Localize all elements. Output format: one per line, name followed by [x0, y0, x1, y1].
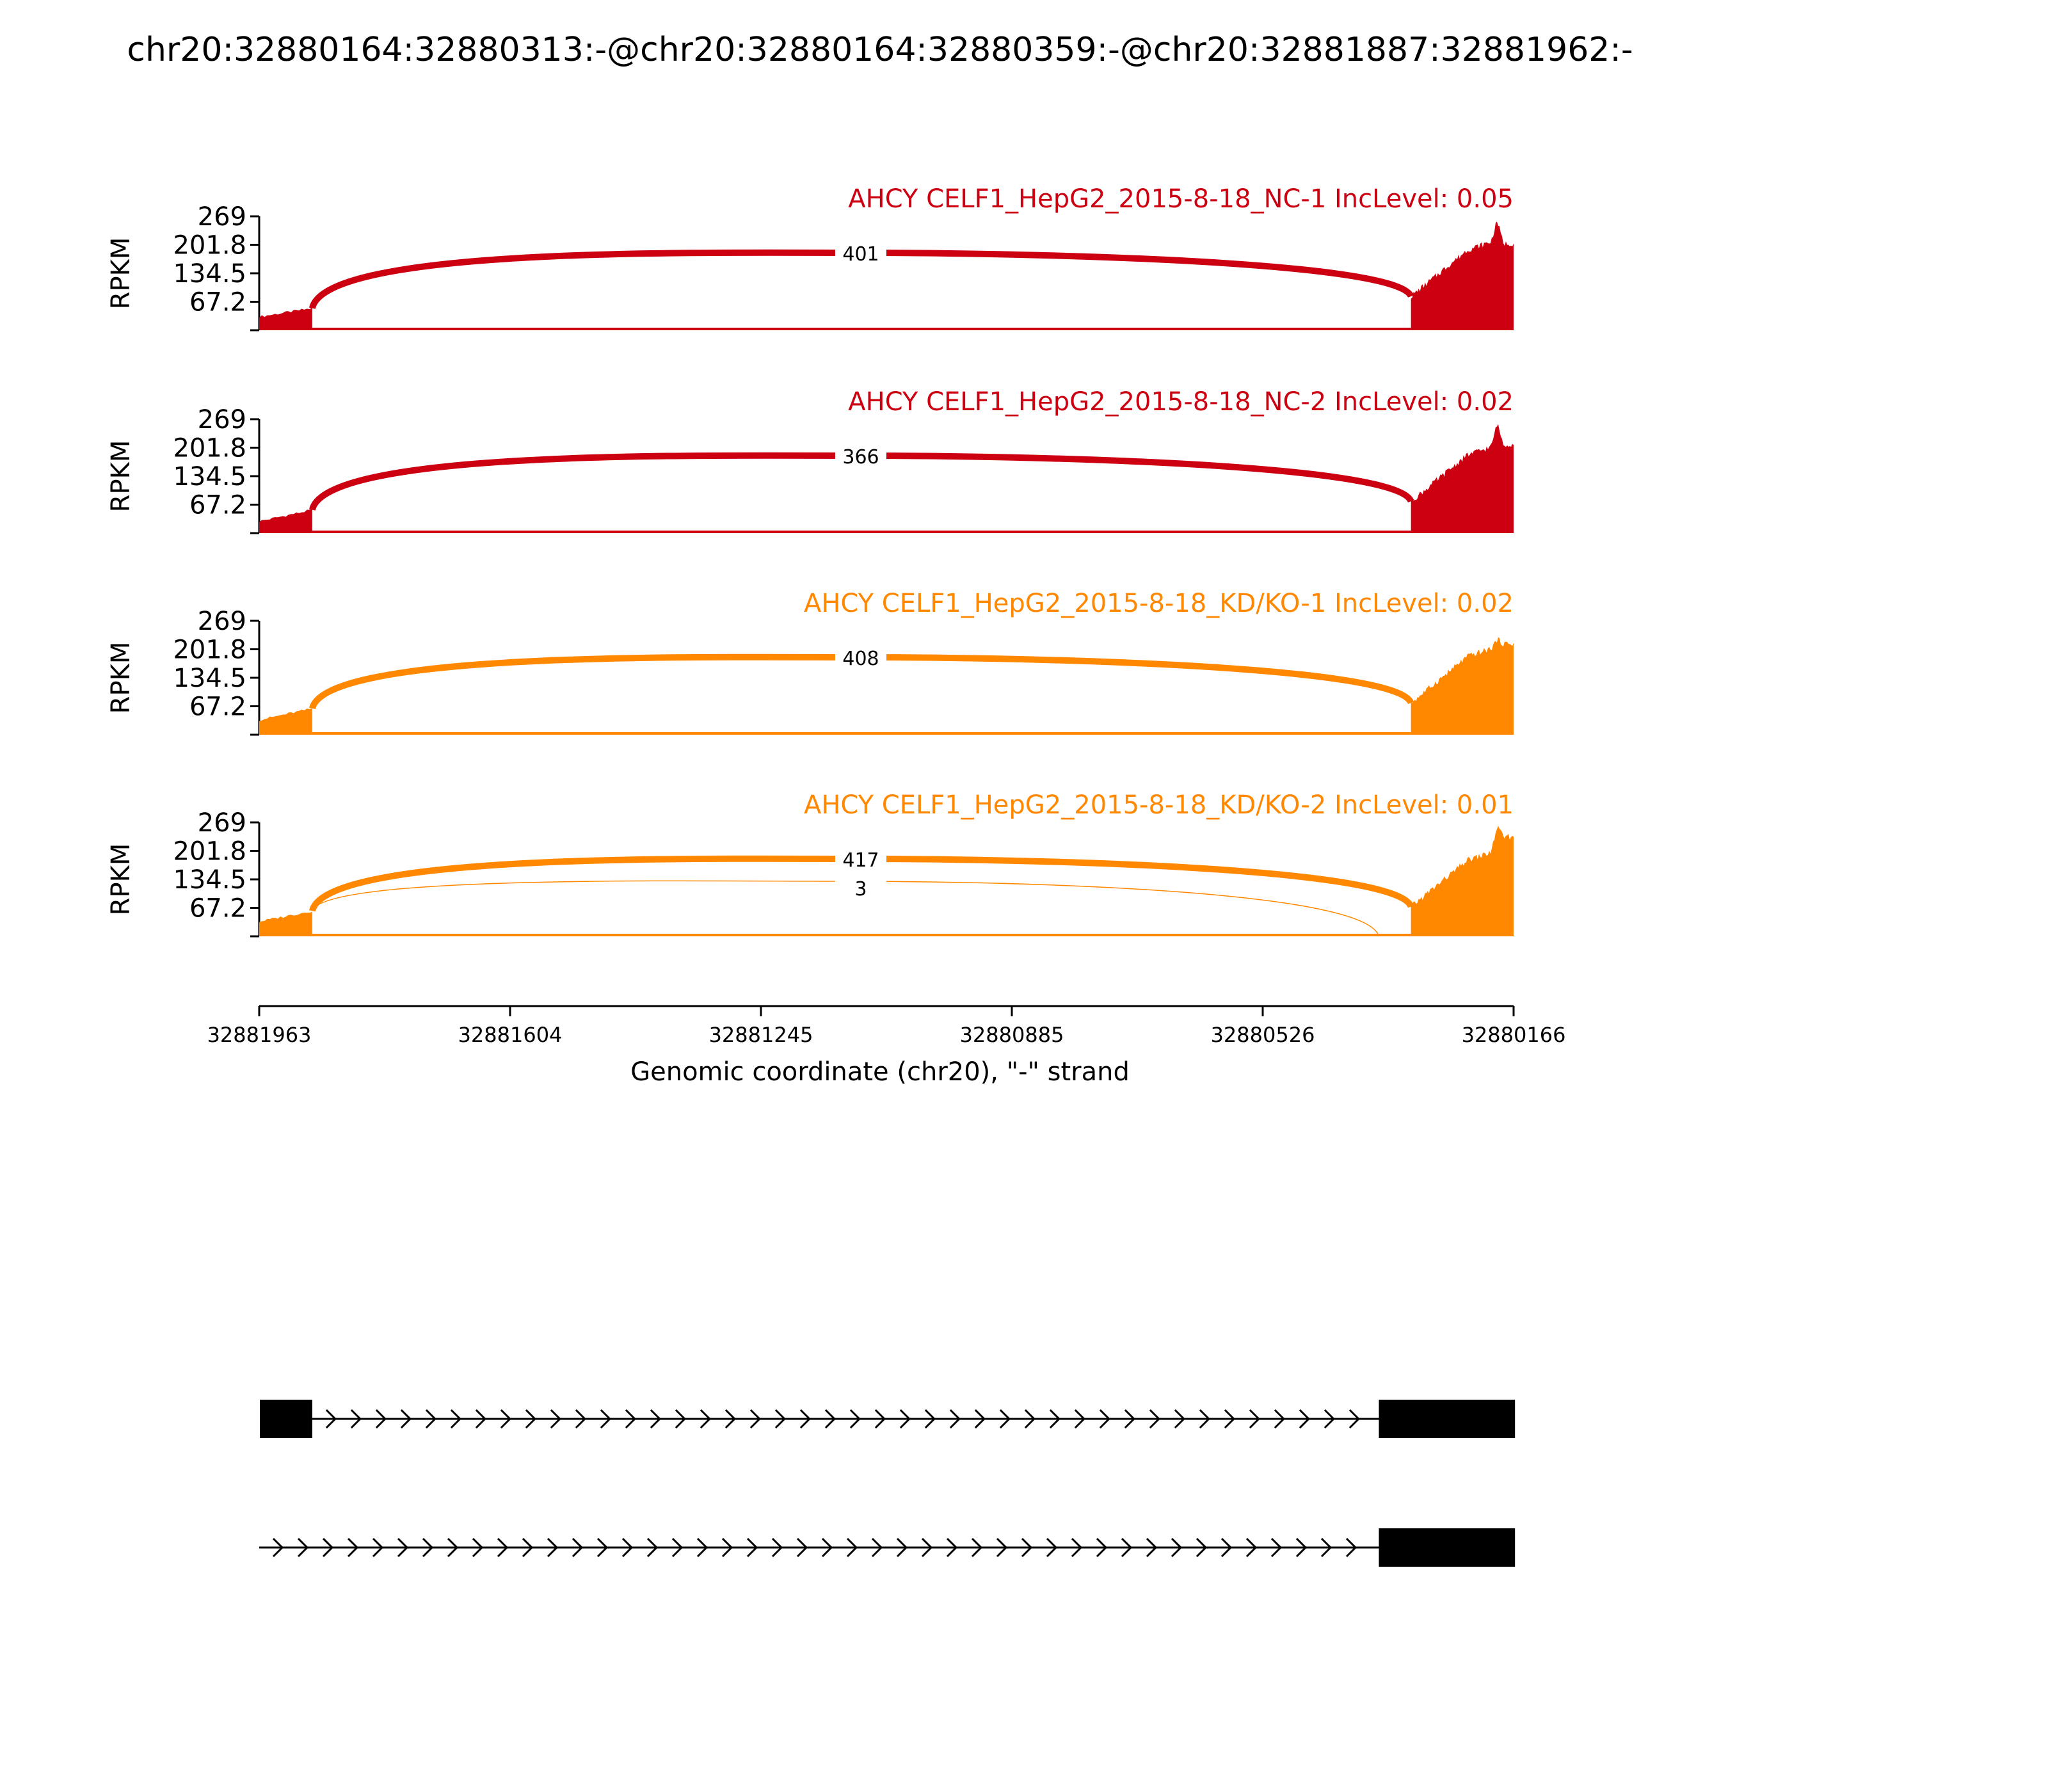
y-tick-label: 269: [197, 202, 246, 232]
x-axis: [207, 1006, 1566, 1087]
y-tick-label: 269: [197, 808, 246, 838]
exon-coverage-right: [1411, 221, 1514, 330]
x-tick-label: 32881963: [207, 1023, 312, 1047]
y-tick-label: 201.8: [173, 635, 246, 665]
y-tick-label: 67.2: [189, 893, 246, 924]
figure-title: chr20:32880164:32880313:-@chr20:32880164:32880359:-@chr20:32881887:32881962:-: [127, 31, 1633, 69]
coverage-track: [106, 790, 1514, 936]
exon-coverage-right: [1411, 637, 1514, 735]
y-tick-label: 134.5: [173, 259, 246, 289]
junction-count-label: 366: [842, 446, 879, 468]
exon-coverage-left: [259, 308, 312, 330]
x-tick-label: 32881604: [458, 1023, 563, 1047]
y-tick-label: 67.2: [189, 287, 246, 317]
track-label: AHCY CELF1_HepG2_2015-8-18_NC-1 IncLevel: 0.05: [848, 184, 1514, 214]
x-tick-label: 32881245: [708, 1023, 813, 1047]
coverage-track: [106, 387, 1514, 533]
y-tick-label: 269: [197, 607, 246, 636]
y-tick-label: 67.2: [189, 490, 246, 520]
junction-count-label: 408: [842, 648, 879, 670]
y-tick-label: 201.8: [173, 230, 246, 260]
y-tick-label: 269: [197, 405, 246, 435]
exon-block: [260, 1400, 312, 1438]
gene-model: [259, 1400, 1515, 1567]
exon-coverage-left: [259, 708, 312, 735]
coverage-track: [106, 184, 1514, 330]
y-axis-label: RPKM: [106, 237, 136, 310]
y-tick-label: 201.8: [173, 836, 246, 867]
track-label: AHCY CELF1_HepG2_2015-8-18_KD/KO-1 IncLevel: 0.02: [803, 589, 1514, 618]
y-tick-label: 67.2: [189, 692, 246, 722]
junction-count-label: 417: [842, 849, 879, 872]
y-tick-label: 134.5: [173, 462, 246, 492]
y-axis-label: RPKM: [106, 440, 136, 513]
y-axis-label: RPKM: [106, 641, 136, 714]
exon-block: [1379, 1400, 1515, 1438]
x-tick-label: 32880885: [959, 1023, 1064, 1047]
y-axis-label: RPKM: [106, 843, 136, 916]
coverage-track: [106, 589, 1514, 735]
junction-count-label: 3: [854, 878, 867, 900]
junction-count-label: 401: [842, 243, 879, 266]
coverage-tracks: [106, 184, 1514, 936]
isoform-track: [260, 1400, 1515, 1438]
exon-coverage-right: [1411, 424, 1514, 533]
x-tick-label: 32880526: [1210, 1023, 1315, 1047]
exon-block: [1379, 1528, 1515, 1567]
y-tick-label: 134.5: [173, 865, 246, 895]
exon-coverage-left: [259, 912, 312, 936]
isoform-track: [259, 1528, 1515, 1567]
x-tick-label: 32880166: [1461, 1023, 1566, 1047]
y-tick-label: 201.8: [173, 433, 246, 463]
y-tick-label: 134.5: [173, 664, 246, 693]
exon-coverage-left: [259, 509, 312, 533]
track-label: AHCY CELF1_HepG2_2015-8-18_NC-2 IncLevel: 0.02: [848, 387, 1514, 417]
track-label: AHCY CELF1_HepG2_2015-8-18_KD/KO-2 IncLevel: 0.01: [803, 790, 1514, 820]
exon-coverage-right: [1411, 826, 1514, 936]
x-axis-label: Genomic coordinate (chr20), "-" strand: [630, 1057, 1130, 1087]
